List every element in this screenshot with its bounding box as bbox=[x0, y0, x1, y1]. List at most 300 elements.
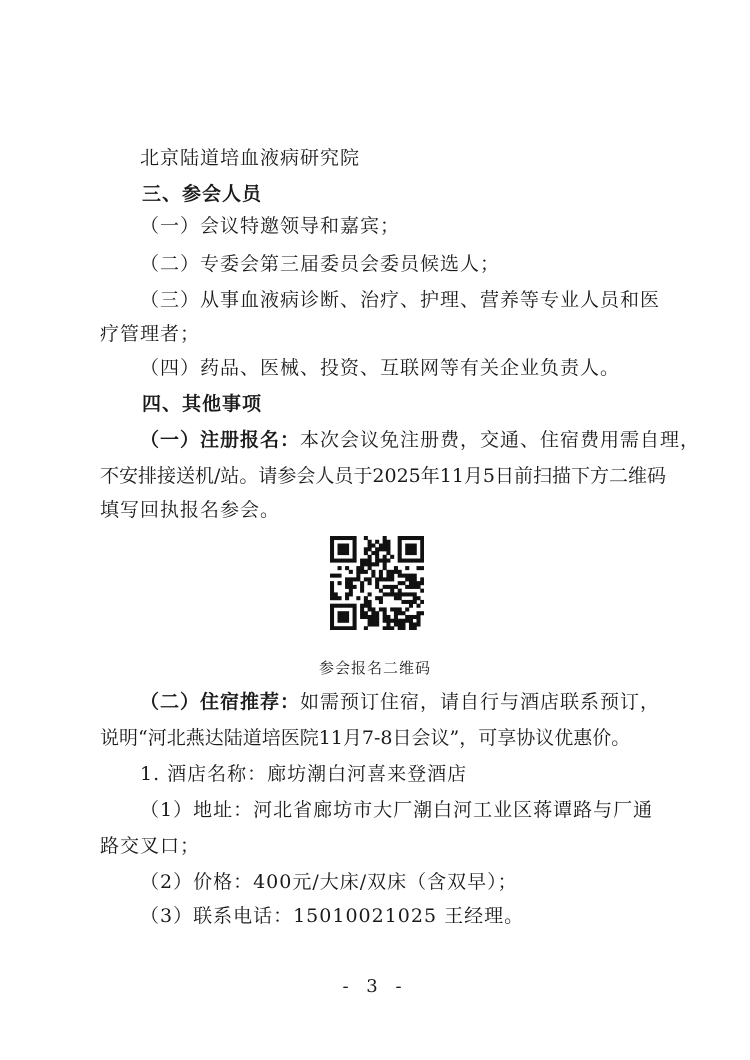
qr-module bbox=[353, 559, 357, 563]
qr-module bbox=[390, 577, 394, 581]
qr-module bbox=[375, 585, 379, 589]
qr-module bbox=[338, 619, 342, 623]
qr-module bbox=[349, 536, 353, 540]
qr-code-icon[interactable] bbox=[330, 536, 424, 630]
institute-line: 北京陆道培血液病研究院 bbox=[140, 147, 361, 169]
qr-module bbox=[330, 551, 334, 555]
qr-module bbox=[353, 615, 357, 619]
qr-module bbox=[345, 615, 349, 619]
qr-module bbox=[398, 622, 402, 626]
qr-module bbox=[349, 570, 353, 574]
qr-module bbox=[398, 619, 402, 623]
qr-module bbox=[394, 611, 398, 615]
attendee-item-2: （二）专委会第三届委员会委员候选人； bbox=[140, 253, 501, 275]
qr-module bbox=[386, 547, 390, 551]
qr-module bbox=[371, 622, 375, 626]
qr-module bbox=[368, 540, 372, 544]
qr-module bbox=[360, 615, 364, 619]
qr-module bbox=[390, 555, 394, 559]
qr-module bbox=[405, 536, 409, 540]
qr-module bbox=[330, 604, 334, 608]
qr-module bbox=[371, 607, 375, 611]
hotel-text: 如需预订住宿，请自行与酒店联系预订， bbox=[300, 691, 661, 713]
qr-module bbox=[409, 626, 413, 630]
qr-module bbox=[379, 559, 383, 563]
qr-module bbox=[353, 619, 357, 623]
qr-module bbox=[420, 600, 424, 604]
qr-module bbox=[383, 540, 387, 544]
qr-module bbox=[398, 596, 402, 600]
qr-module bbox=[383, 585, 387, 589]
qr-module bbox=[416, 585, 420, 589]
qr-module bbox=[360, 562, 364, 566]
qr-module bbox=[390, 574, 394, 578]
qr-module bbox=[409, 574, 413, 578]
qr-module bbox=[398, 570, 402, 574]
qr-module bbox=[413, 577, 417, 581]
qr-module bbox=[349, 581, 353, 585]
qr-module bbox=[413, 581, 417, 585]
qr-module bbox=[409, 619, 413, 623]
qr-module bbox=[368, 619, 372, 623]
qr-module bbox=[375, 596, 379, 600]
qr-module bbox=[405, 607, 409, 611]
qr-module bbox=[364, 559, 368, 563]
qr-module bbox=[353, 607, 357, 611]
qr-module bbox=[353, 536, 357, 540]
qr-module bbox=[405, 619, 409, 623]
qr-module bbox=[386, 570, 390, 574]
qr-module bbox=[341, 547, 345, 551]
qr-module bbox=[338, 581, 342, 585]
qr-module bbox=[356, 566, 360, 570]
qr-module bbox=[409, 544, 413, 548]
attendee-item-3: （三）从事血液病诊断、治疗、护理、营养等专业人员和医 bbox=[140, 289, 661, 311]
section-4-heading: 四、其他事项 bbox=[142, 393, 263, 415]
qr-module bbox=[375, 577, 379, 581]
qr-module bbox=[420, 540, 424, 544]
qr-module bbox=[345, 604, 349, 608]
qr-module bbox=[413, 559, 417, 563]
qr-module bbox=[349, 559, 353, 563]
qr-module bbox=[353, 551, 357, 555]
qr-module bbox=[394, 615, 398, 619]
qr-module bbox=[401, 574, 405, 578]
qr-module bbox=[345, 559, 349, 563]
qr-module bbox=[398, 574, 402, 578]
qr-module bbox=[353, 585, 357, 589]
qr-module bbox=[405, 547, 409, 551]
qr-module bbox=[334, 536, 338, 540]
qr-module bbox=[409, 592, 413, 596]
qr-module bbox=[394, 607, 398, 611]
qr-module bbox=[386, 585, 390, 589]
qr-module bbox=[390, 619, 394, 623]
qr-module bbox=[338, 559, 342, 563]
qr-module bbox=[338, 596, 342, 600]
qr-module bbox=[334, 626, 338, 630]
qr-module bbox=[383, 555, 387, 559]
qr-module bbox=[398, 589, 402, 593]
qr-module bbox=[416, 566, 420, 570]
qr-module bbox=[364, 551, 368, 555]
qr-module bbox=[368, 577, 372, 581]
qr-module bbox=[330, 619, 334, 623]
qr-module bbox=[401, 600, 405, 604]
qr-module bbox=[330, 574, 334, 578]
qr-module bbox=[338, 611, 342, 615]
qr-module bbox=[334, 559, 338, 563]
qr-module bbox=[368, 544, 372, 548]
qr-module bbox=[371, 615, 375, 619]
qr-module bbox=[401, 611, 405, 615]
qr-module bbox=[386, 544, 390, 548]
attendee-item-3-cont: 疗管理者； bbox=[100, 323, 201, 345]
qr-module bbox=[349, 585, 353, 589]
qr-module bbox=[420, 559, 424, 563]
qr-module bbox=[364, 600, 368, 604]
qr-module bbox=[379, 547, 383, 551]
qr-module bbox=[334, 596, 338, 600]
qr-module bbox=[386, 574, 390, 578]
qr-module bbox=[405, 585, 409, 589]
qr-module bbox=[356, 596, 360, 600]
qr-module bbox=[330, 555, 334, 559]
qr-module bbox=[383, 615, 387, 619]
hotel-price: （2）价格：400元/大床/双床（含双早）； bbox=[140, 871, 518, 893]
qr-module bbox=[398, 536, 402, 540]
qr-module bbox=[341, 615, 345, 619]
qr-module bbox=[413, 574, 417, 578]
qr-module bbox=[383, 562, 387, 566]
qr-module bbox=[375, 615, 379, 619]
qr-module bbox=[368, 555, 372, 559]
qr-module bbox=[330, 622, 334, 626]
hotel-recommendation-line bbox=[140, 690, 670, 714]
qr-module bbox=[338, 536, 342, 540]
qr-module bbox=[405, 600, 409, 604]
qr-module bbox=[401, 622, 405, 626]
qr-module bbox=[353, 604, 357, 608]
qr-module bbox=[364, 604, 368, 608]
qr-module bbox=[338, 604, 342, 608]
qr-module bbox=[330, 585, 334, 589]
qr-module bbox=[383, 592, 387, 596]
qr-module bbox=[334, 592, 338, 596]
hotel-line-2: 说明“河北燕达陆道培医院11月7-8日会议”，可享协议优惠价。 bbox=[100, 727, 631, 749]
hotel-label: （二）住宿推荐： bbox=[140, 691, 301, 713]
qr-module bbox=[368, 615, 372, 619]
qr-module bbox=[416, 559, 420, 563]
qr-module bbox=[345, 626, 349, 630]
qr-module bbox=[401, 581, 405, 585]
qr-module bbox=[383, 544, 387, 548]
qr-module bbox=[413, 544, 417, 548]
qr-module bbox=[386, 540, 390, 544]
qr-module bbox=[409, 585, 413, 589]
qr-module bbox=[330, 581, 334, 585]
qr-module bbox=[413, 585, 417, 589]
qr-module bbox=[341, 559, 345, 563]
qr-module bbox=[371, 574, 375, 578]
qr-module bbox=[330, 536, 334, 540]
registration-text: 本次会议免注册费，交通、住宿费用需自理， bbox=[300, 429, 701, 451]
qr-module bbox=[390, 592, 394, 596]
qr-module bbox=[416, 536, 420, 540]
qr-module bbox=[413, 622, 417, 626]
qr-module bbox=[398, 555, 402, 559]
qr-module bbox=[356, 574, 360, 578]
qr-module bbox=[375, 540, 379, 544]
qr-module bbox=[409, 600, 413, 604]
page-number: - 3 - bbox=[342, 976, 408, 997]
section-3-heading: 三、参会人员 bbox=[142, 183, 263, 205]
qr-module bbox=[353, 611, 357, 615]
qr-module bbox=[398, 626, 402, 630]
qr-module bbox=[420, 577, 424, 581]
qr-module bbox=[416, 615, 420, 619]
qr-module bbox=[420, 551, 424, 555]
qr-module bbox=[405, 574, 409, 578]
qr-module bbox=[394, 592, 398, 596]
registration-line-3: 填写回执报名参会。 bbox=[100, 499, 281, 521]
qr-module bbox=[360, 581, 364, 585]
qr-module bbox=[383, 577, 387, 581]
qr-module bbox=[409, 604, 413, 608]
qr-module bbox=[345, 585, 349, 589]
registration-label: （一）注册报名： bbox=[140, 429, 301, 451]
qr-module bbox=[330, 589, 334, 593]
qr-module bbox=[386, 626, 390, 630]
qr-module bbox=[330, 615, 334, 619]
qr-module bbox=[371, 562, 375, 566]
qr-module bbox=[401, 626, 405, 630]
qr-module bbox=[364, 547, 368, 551]
qr-module bbox=[375, 619, 379, 623]
qr-module bbox=[401, 536, 405, 540]
qr-module bbox=[394, 570, 398, 574]
qr-module bbox=[398, 611, 402, 615]
qr-module bbox=[364, 577, 368, 581]
qr-module bbox=[345, 592, 349, 596]
qr-module bbox=[364, 626, 368, 630]
qr-module bbox=[338, 547, 342, 551]
qr-module bbox=[383, 611, 387, 615]
qr-module bbox=[383, 547, 387, 551]
qr-module bbox=[386, 551, 390, 555]
qr-module bbox=[345, 551, 349, 555]
qr-module bbox=[383, 566, 387, 570]
qr-module bbox=[371, 611, 375, 615]
qr-module bbox=[368, 607, 372, 611]
qr-module bbox=[394, 566, 398, 570]
qr-module bbox=[371, 619, 375, 623]
qr-module bbox=[416, 619, 420, 623]
hotel-phone: （3）联系电话：15010021025 王经理。 bbox=[140, 905, 525, 927]
qr-module bbox=[413, 536, 417, 540]
qr-module bbox=[353, 622, 357, 626]
qr-module bbox=[356, 570, 360, 574]
qr-module bbox=[409, 615, 413, 619]
qr-module bbox=[330, 544, 334, 548]
qr-module bbox=[379, 577, 383, 581]
qr-module bbox=[386, 592, 390, 596]
qr-module bbox=[353, 540, 357, 544]
qr-module bbox=[368, 566, 372, 570]
qr-module bbox=[364, 596, 368, 600]
qr-module bbox=[345, 547, 349, 551]
qr-module bbox=[368, 559, 372, 563]
qr-module bbox=[364, 562, 368, 566]
qr-module bbox=[405, 551, 409, 555]
qr-module bbox=[360, 607, 364, 611]
qr-module bbox=[338, 544, 342, 548]
qr-module bbox=[345, 577, 349, 581]
qr-module bbox=[409, 577, 413, 581]
qr-module bbox=[394, 585, 398, 589]
qr-module bbox=[420, 547, 424, 551]
qr-module bbox=[338, 615, 342, 619]
qr-module bbox=[383, 559, 387, 563]
qr-module bbox=[368, 622, 372, 626]
qr-module bbox=[371, 551, 375, 555]
qr-module bbox=[330, 611, 334, 615]
qr-module bbox=[386, 559, 390, 563]
qr-module bbox=[353, 547, 357, 551]
qr-module bbox=[338, 551, 342, 555]
qr-module bbox=[409, 622, 413, 626]
qr-module bbox=[375, 555, 379, 559]
qr-module bbox=[386, 622, 390, 626]
qr-module bbox=[371, 544, 375, 548]
qr-module bbox=[341, 611, 345, 615]
qr-module bbox=[379, 607, 383, 611]
qr-module bbox=[368, 547, 372, 551]
qr-module bbox=[409, 581, 413, 585]
qr-module bbox=[398, 547, 402, 551]
qr-module bbox=[368, 600, 372, 604]
qr-module bbox=[356, 577, 360, 581]
qr-module bbox=[416, 622, 420, 626]
qr-module bbox=[383, 536, 387, 540]
qr-module bbox=[341, 551, 345, 555]
qr-module bbox=[401, 592, 405, 596]
qr-module bbox=[398, 540, 402, 544]
qr-module bbox=[390, 570, 394, 574]
attendee-item-1: （一）会议特邀领导和嘉宾； bbox=[140, 215, 401, 237]
hotel-address: （1）地址：河北省廊坊市大厂潮白河工业区蒋谭路与厂通 bbox=[140, 799, 654, 821]
qr-module bbox=[390, 626, 394, 630]
qr-module bbox=[405, 577, 409, 581]
attendee-item-4: （四）药品、医械、投资、互联网等有关企业负责人。 bbox=[140, 357, 621, 379]
qr-module bbox=[416, 581, 420, 585]
qr-module bbox=[375, 611, 379, 615]
qr-module bbox=[345, 536, 349, 540]
qr-module bbox=[420, 544, 424, 548]
qr-module bbox=[345, 581, 349, 585]
qr-module bbox=[386, 577, 390, 581]
qr-module bbox=[394, 622, 398, 626]
qr-module bbox=[413, 547, 417, 551]
qr-module bbox=[364, 615, 368, 619]
qr-module bbox=[379, 596, 383, 600]
qr-module bbox=[364, 536, 368, 540]
qr-module bbox=[409, 547, 413, 551]
qr-module bbox=[416, 611, 420, 615]
qr-module bbox=[409, 559, 413, 563]
qr-module bbox=[383, 607, 387, 611]
qr-module bbox=[390, 585, 394, 589]
qr-module bbox=[386, 619, 390, 623]
qr-module bbox=[401, 559, 405, 563]
qr-module bbox=[375, 581, 379, 585]
qr-module bbox=[383, 626, 387, 630]
qr-caption: 参会报名二维码 bbox=[318, 659, 431, 677]
qr-module bbox=[390, 607, 394, 611]
qr-module bbox=[409, 536, 413, 540]
qr-module bbox=[345, 544, 349, 548]
registration-line bbox=[140, 428, 701, 452]
qr-module bbox=[360, 559, 364, 563]
qr-module bbox=[390, 589, 394, 593]
qr-module bbox=[405, 559, 409, 563]
qr-module bbox=[416, 604, 420, 608]
qr-module bbox=[341, 536, 345, 540]
hotel-address-cont: 路交叉口； bbox=[100, 835, 201, 857]
qr-module bbox=[398, 559, 402, 563]
qr-module bbox=[345, 596, 349, 600]
qr-module bbox=[401, 619, 405, 623]
qr-module bbox=[341, 626, 345, 630]
qr-module bbox=[398, 551, 402, 555]
qr-module bbox=[349, 604, 353, 608]
qr-module bbox=[409, 551, 413, 555]
qr-module bbox=[420, 611, 424, 615]
qr-module bbox=[360, 566, 364, 570]
qr-module bbox=[416, 596, 420, 600]
qr-module bbox=[398, 581, 402, 585]
qr-module bbox=[375, 562, 379, 566]
qr-module bbox=[371, 570, 375, 574]
qr-module bbox=[368, 562, 372, 566]
qr-module bbox=[383, 619, 387, 623]
qr-module bbox=[334, 604, 338, 608]
qr-module bbox=[330, 547, 334, 551]
qr-module bbox=[341, 604, 345, 608]
qr-module bbox=[413, 615, 417, 619]
qr-module bbox=[353, 626, 357, 630]
qr-module bbox=[413, 626, 417, 630]
qr-module bbox=[368, 604, 372, 608]
qr-module bbox=[338, 626, 342, 630]
qr-module bbox=[420, 589, 424, 593]
qr-module bbox=[330, 540, 334, 544]
qr-module bbox=[345, 611, 349, 615]
qr-module bbox=[420, 581, 424, 585]
qr-module bbox=[413, 600, 417, 604]
qr-module bbox=[379, 600, 383, 604]
qr-module bbox=[341, 544, 345, 548]
qr-module bbox=[330, 559, 334, 563]
qr-module bbox=[353, 555, 357, 559]
qr-module bbox=[364, 611, 368, 615]
qr-module bbox=[405, 544, 409, 548]
qr-module bbox=[386, 615, 390, 619]
qr-module bbox=[345, 566, 349, 570]
qr-module bbox=[379, 574, 383, 578]
qr-module bbox=[420, 566, 424, 570]
qr-module bbox=[330, 607, 334, 611]
